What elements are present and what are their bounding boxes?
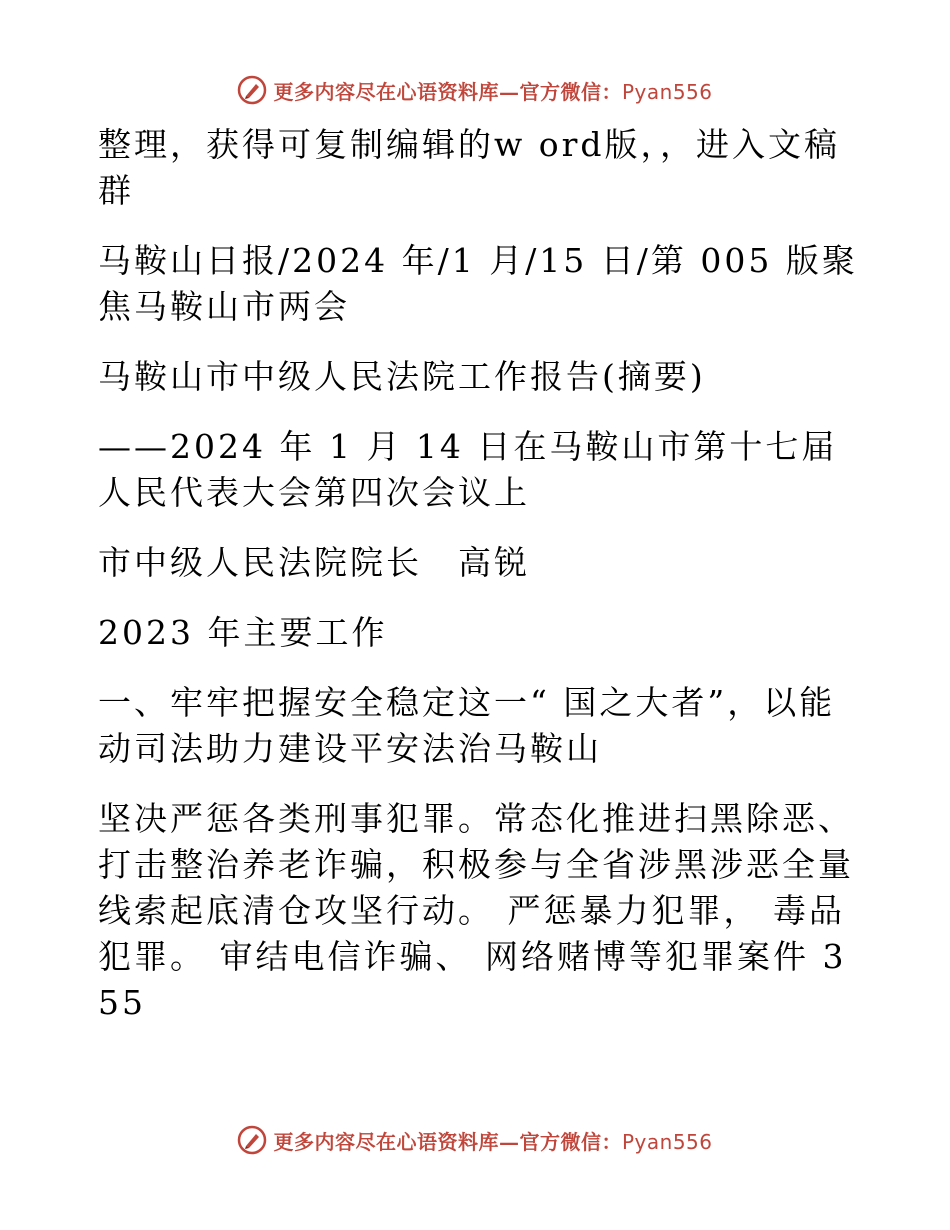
document-body (98, 122, 858, 1050)
document-subtitle: ——2024 年 1 月 14 日在马鞍山市第十七届人民代表大会第四次会议上 (98, 427, 838, 512)
paragraph-intro: 整理，获得可复制编辑的w ord版，，进入文稿群 (98, 125, 841, 210)
header-watermark (0, 70, 950, 110)
author-line: 市中级人民法院院长 高锐 (98, 543, 530, 582)
section-heading: 2023 年主要工作 (98, 613, 388, 652)
document-title: 马鞍山市中级人民法院工作报告(摘要) (98, 357, 706, 396)
paragraph-source: 马鞍山日报/2024 年/1 月/15 日/第 005 版聚焦马鞍山市两会 (98, 241, 858, 326)
pen-logo-icon (237, 75, 267, 105)
subsection-heading: 一、牢牢把握安全稳定这一“ 国之大者”，以能动司法助力建设平安法治马鞍山 (98, 683, 836, 768)
watermark-text: 更多内容尽在心语资料库—官方微信：Pyan556 (273, 1129, 713, 1154)
footer-watermark (0, 1120, 950, 1160)
pen-logo-icon (237, 1125, 267, 1155)
body-paragraph: 坚决严惩各类刑事犯罪。常态化推进扫黑除恶、打击整治养老诈骗，积极参与全省涉黑涉恶全量线索起底清仓攻坚行动。 严惩暴力犯罪， 毒品犯罪。 审结电信诈骗、 网络赌博等犯罪案件 355 (98, 799, 854, 1022)
watermark-text: 更多内容尽在心语资料库—官方微信：Pyan556 (273, 79, 713, 104)
